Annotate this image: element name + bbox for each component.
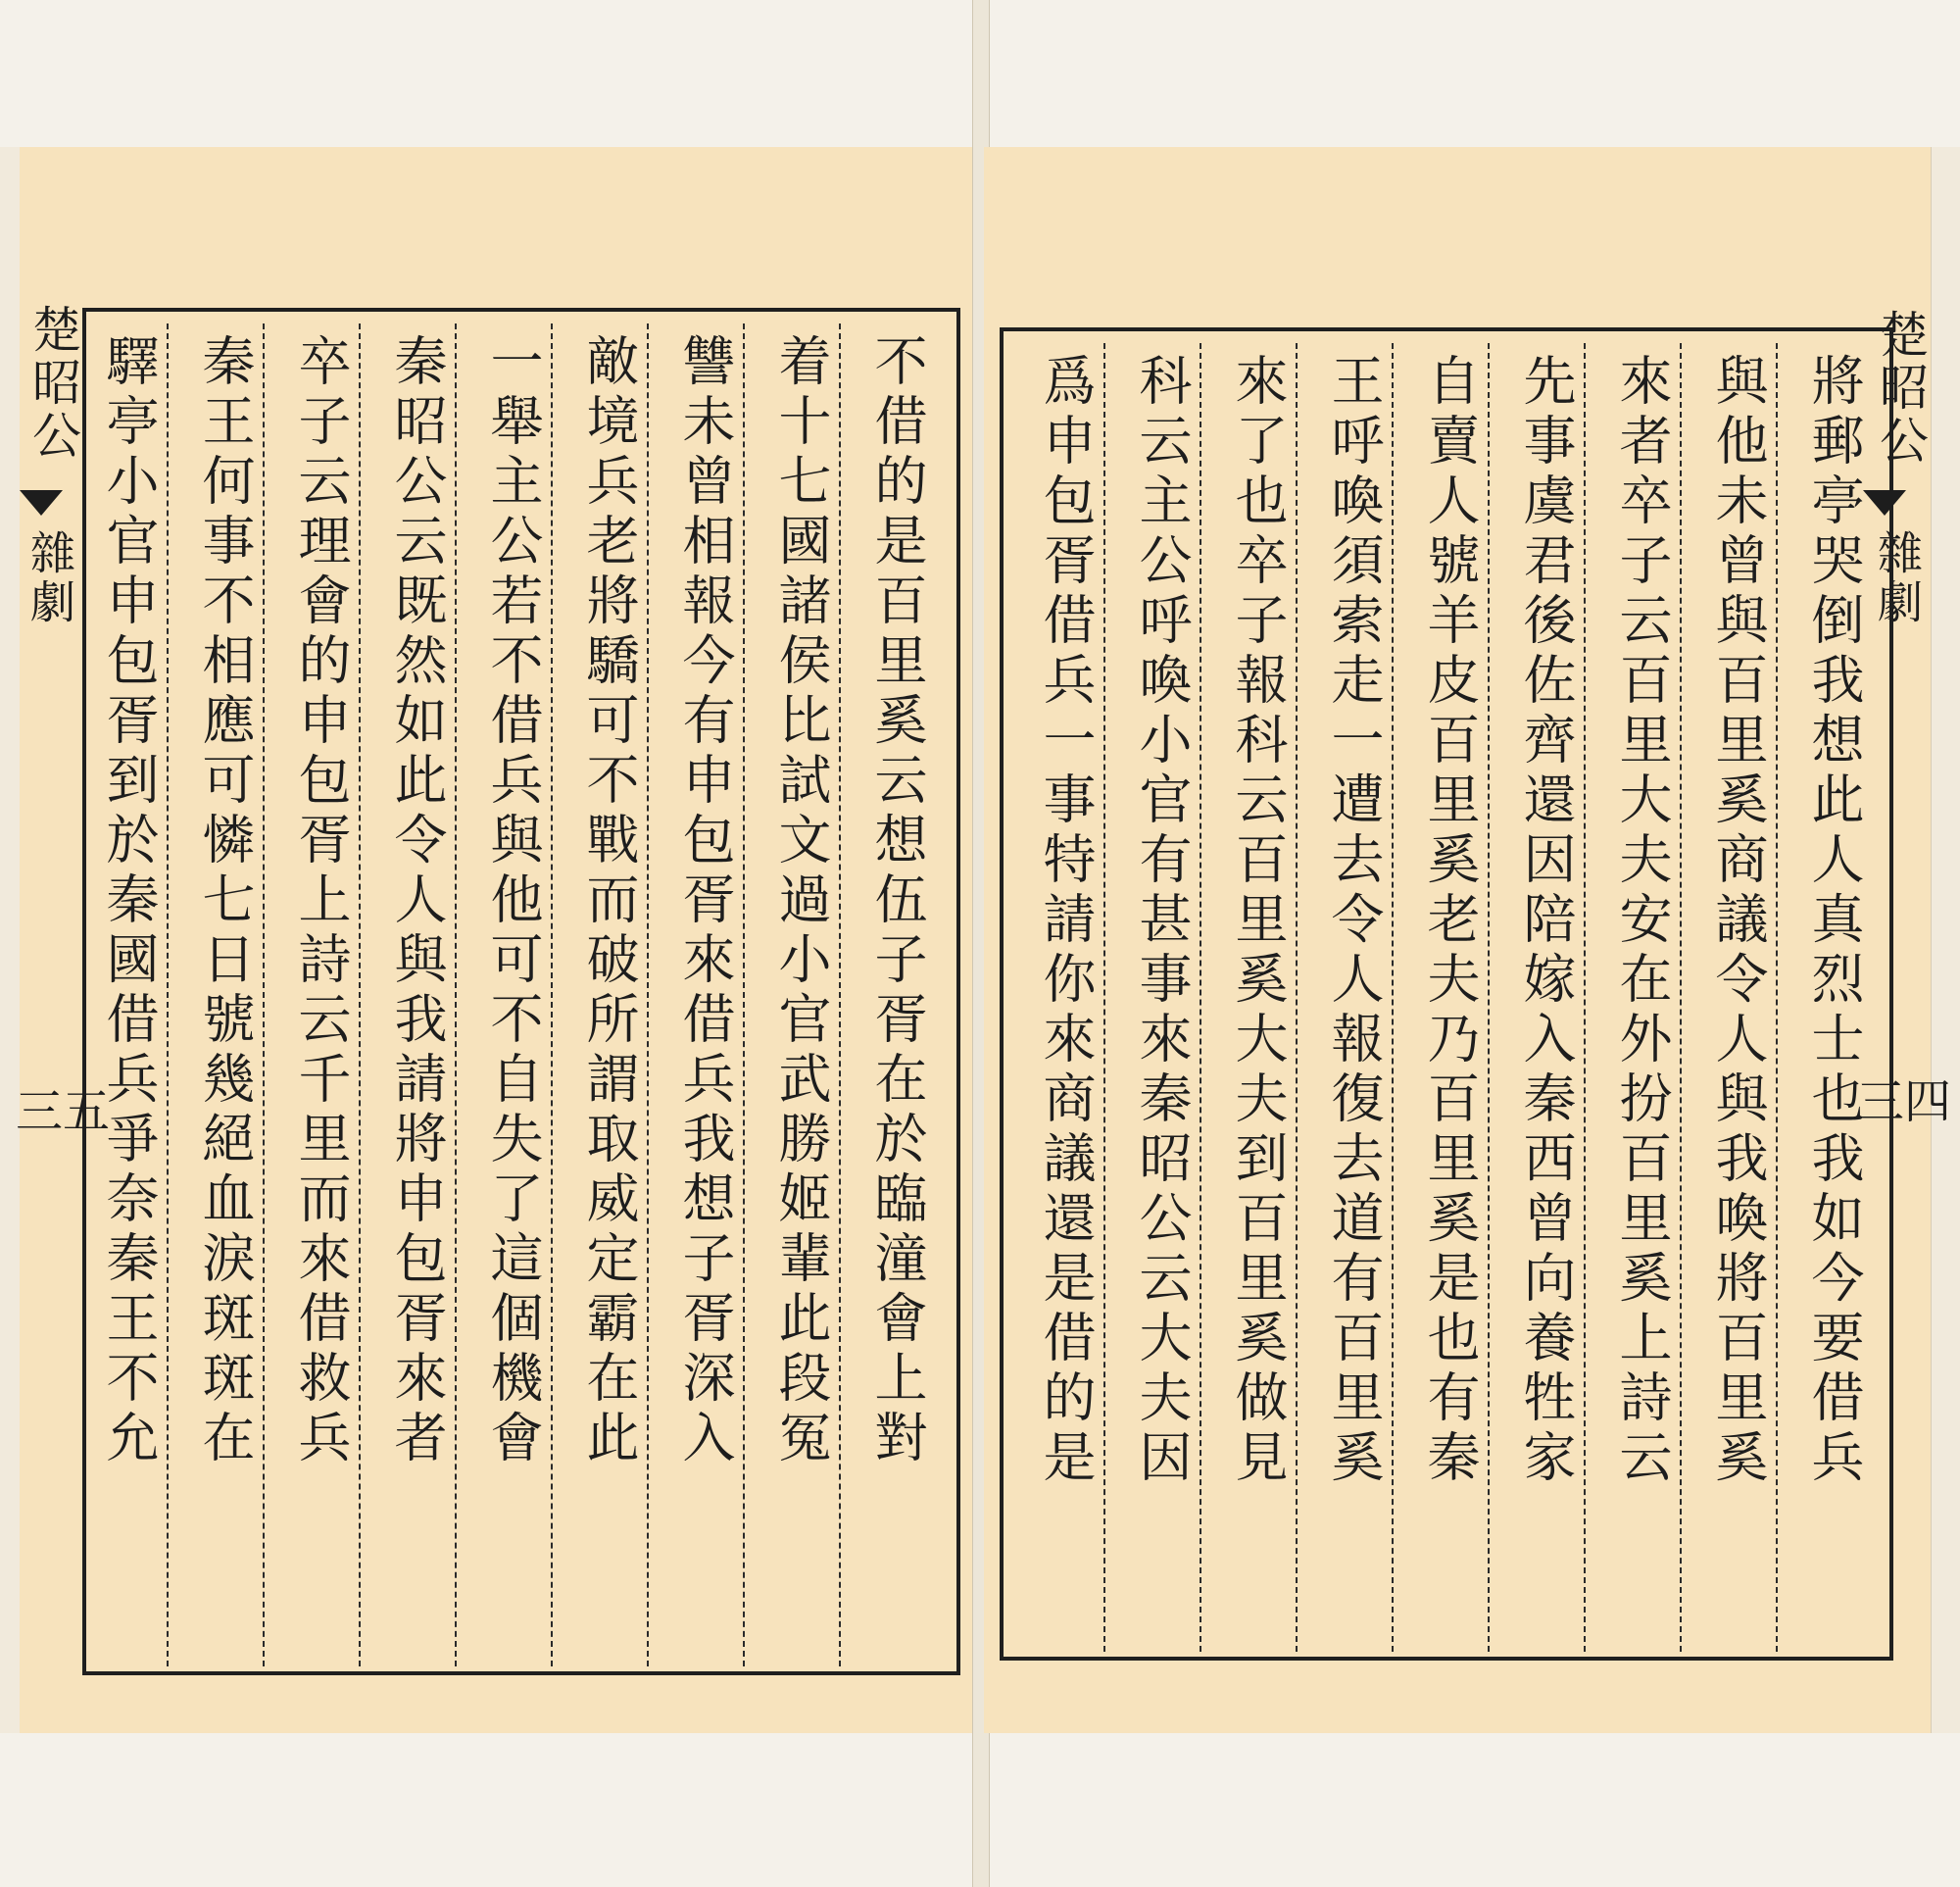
column-rule bbox=[647, 323, 649, 1666]
text-column-9: 爲申包胥借兵一事特請你來商議還是借的是 bbox=[1035, 353, 1097, 1489]
fishtail-mark bbox=[20, 490, 63, 516]
text-column-1: 不借的是百里奚云想伍子胥在於臨潼會上對 bbox=[866, 333, 928, 1469]
column-rule bbox=[263, 323, 265, 1666]
text-column-9: 驛亭小官申包胥到於秦國借兵爭奈秦王不允 bbox=[98, 333, 160, 1469]
column-rule bbox=[455, 323, 457, 1666]
text-column-6: 秦昭公云既然如此令人與我請將申包胥來者 bbox=[386, 333, 448, 1469]
text-column-4: 先事虞君後佐齊還因陪嫁入秦西曾向養牲家 bbox=[1515, 353, 1577, 1489]
column-rule bbox=[1680, 343, 1682, 1652]
column-rule bbox=[1488, 343, 1490, 1652]
left-folio: 三五 bbox=[16, 1084, 111, 1139]
text-column-3: 讐未曾相報今有申包胥來借兵我想子胥深入 bbox=[674, 333, 736, 1469]
text-column-4: 敵境兵老將驕可不戰而破所謂取威定霸在此 bbox=[578, 333, 640, 1469]
text-column-5: 一舉主公若不借兵與他可不自失了這個機會 bbox=[482, 333, 544, 1469]
text-column-8: 秦王何事不相應可憐七日號幾絕血淚斑斑在 bbox=[194, 333, 256, 1469]
text-column-2: 與他未曾與百里奚商議令人與我喚將百里奚 bbox=[1707, 353, 1769, 1489]
column-rule bbox=[839, 323, 841, 1666]
right-gutter-section: 雜劇 bbox=[1871, 529, 1924, 627]
text-column-3: 來者卒子云百里大夫安在外扮百里奚上詩云 bbox=[1611, 353, 1673, 1489]
text-column-8: 科云主公呼喚小官有甚事來秦昭公云大夫因 bbox=[1131, 353, 1193, 1489]
text-column-7: 來了也卒子報科云百里奚大夫到百里奚做見 bbox=[1227, 353, 1289, 1489]
text-column-7: 卒子云理會的申包胥上詩云千里而來借救兵 bbox=[290, 333, 352, 1469]
column-rule bbox=[1584, 343, 1586, 1652]
right-folio: 三四 bbox=[1857, 1074, 1952, 1129]
text-column-5: 自賣人號羊皮百里奚老夫乃百里奚是也有秦 bbox=[1419, 353, 1481, 1489]
text-column-1: 將郵亭哭倒我想此人真烈士也我如今要借兵 bbox=[1803, 353, 1865, 1489]
column-rule bbox=[1776, 343, 1778, 1652]
right-gutter-title: 楚昭公 bbox=[1872, 309, 1929, 468]
left-gutter-title: 楚昭公 bbox=[24, 304, 81, 463]
text-column-2: 着十七國諸侯比試文過小官武勝姬輩此段冤 bbox=[770, 333, 832, 1469]
column-rule bbox=[1296, 343, 1298, 1652]
left-gutter-section: 雜劇 bbox=[24, 529, 76, 627]
column-rule bbox=[359, 323, 361, 1666]
column-rule bbox=[1200, 343, 1201, 1652]
column-rule bbox=[1103, 343, 1105, 1652]
column-rule bbox=[551, 323, 553, 1666]
column-rule bbox=[743, 323, 745, 1666]
column-rule bbox=[1392, 343, 1394, 1652]
text-column-6: 王呼喚須索走一遭去令人報復去道有百里奚 bbox=[1323, 353, 1385, 1489]
column-rule bbox=[167, 323, 169, 1666]
fishtail-mark bbox=[1863, 490, 1906, 516]
